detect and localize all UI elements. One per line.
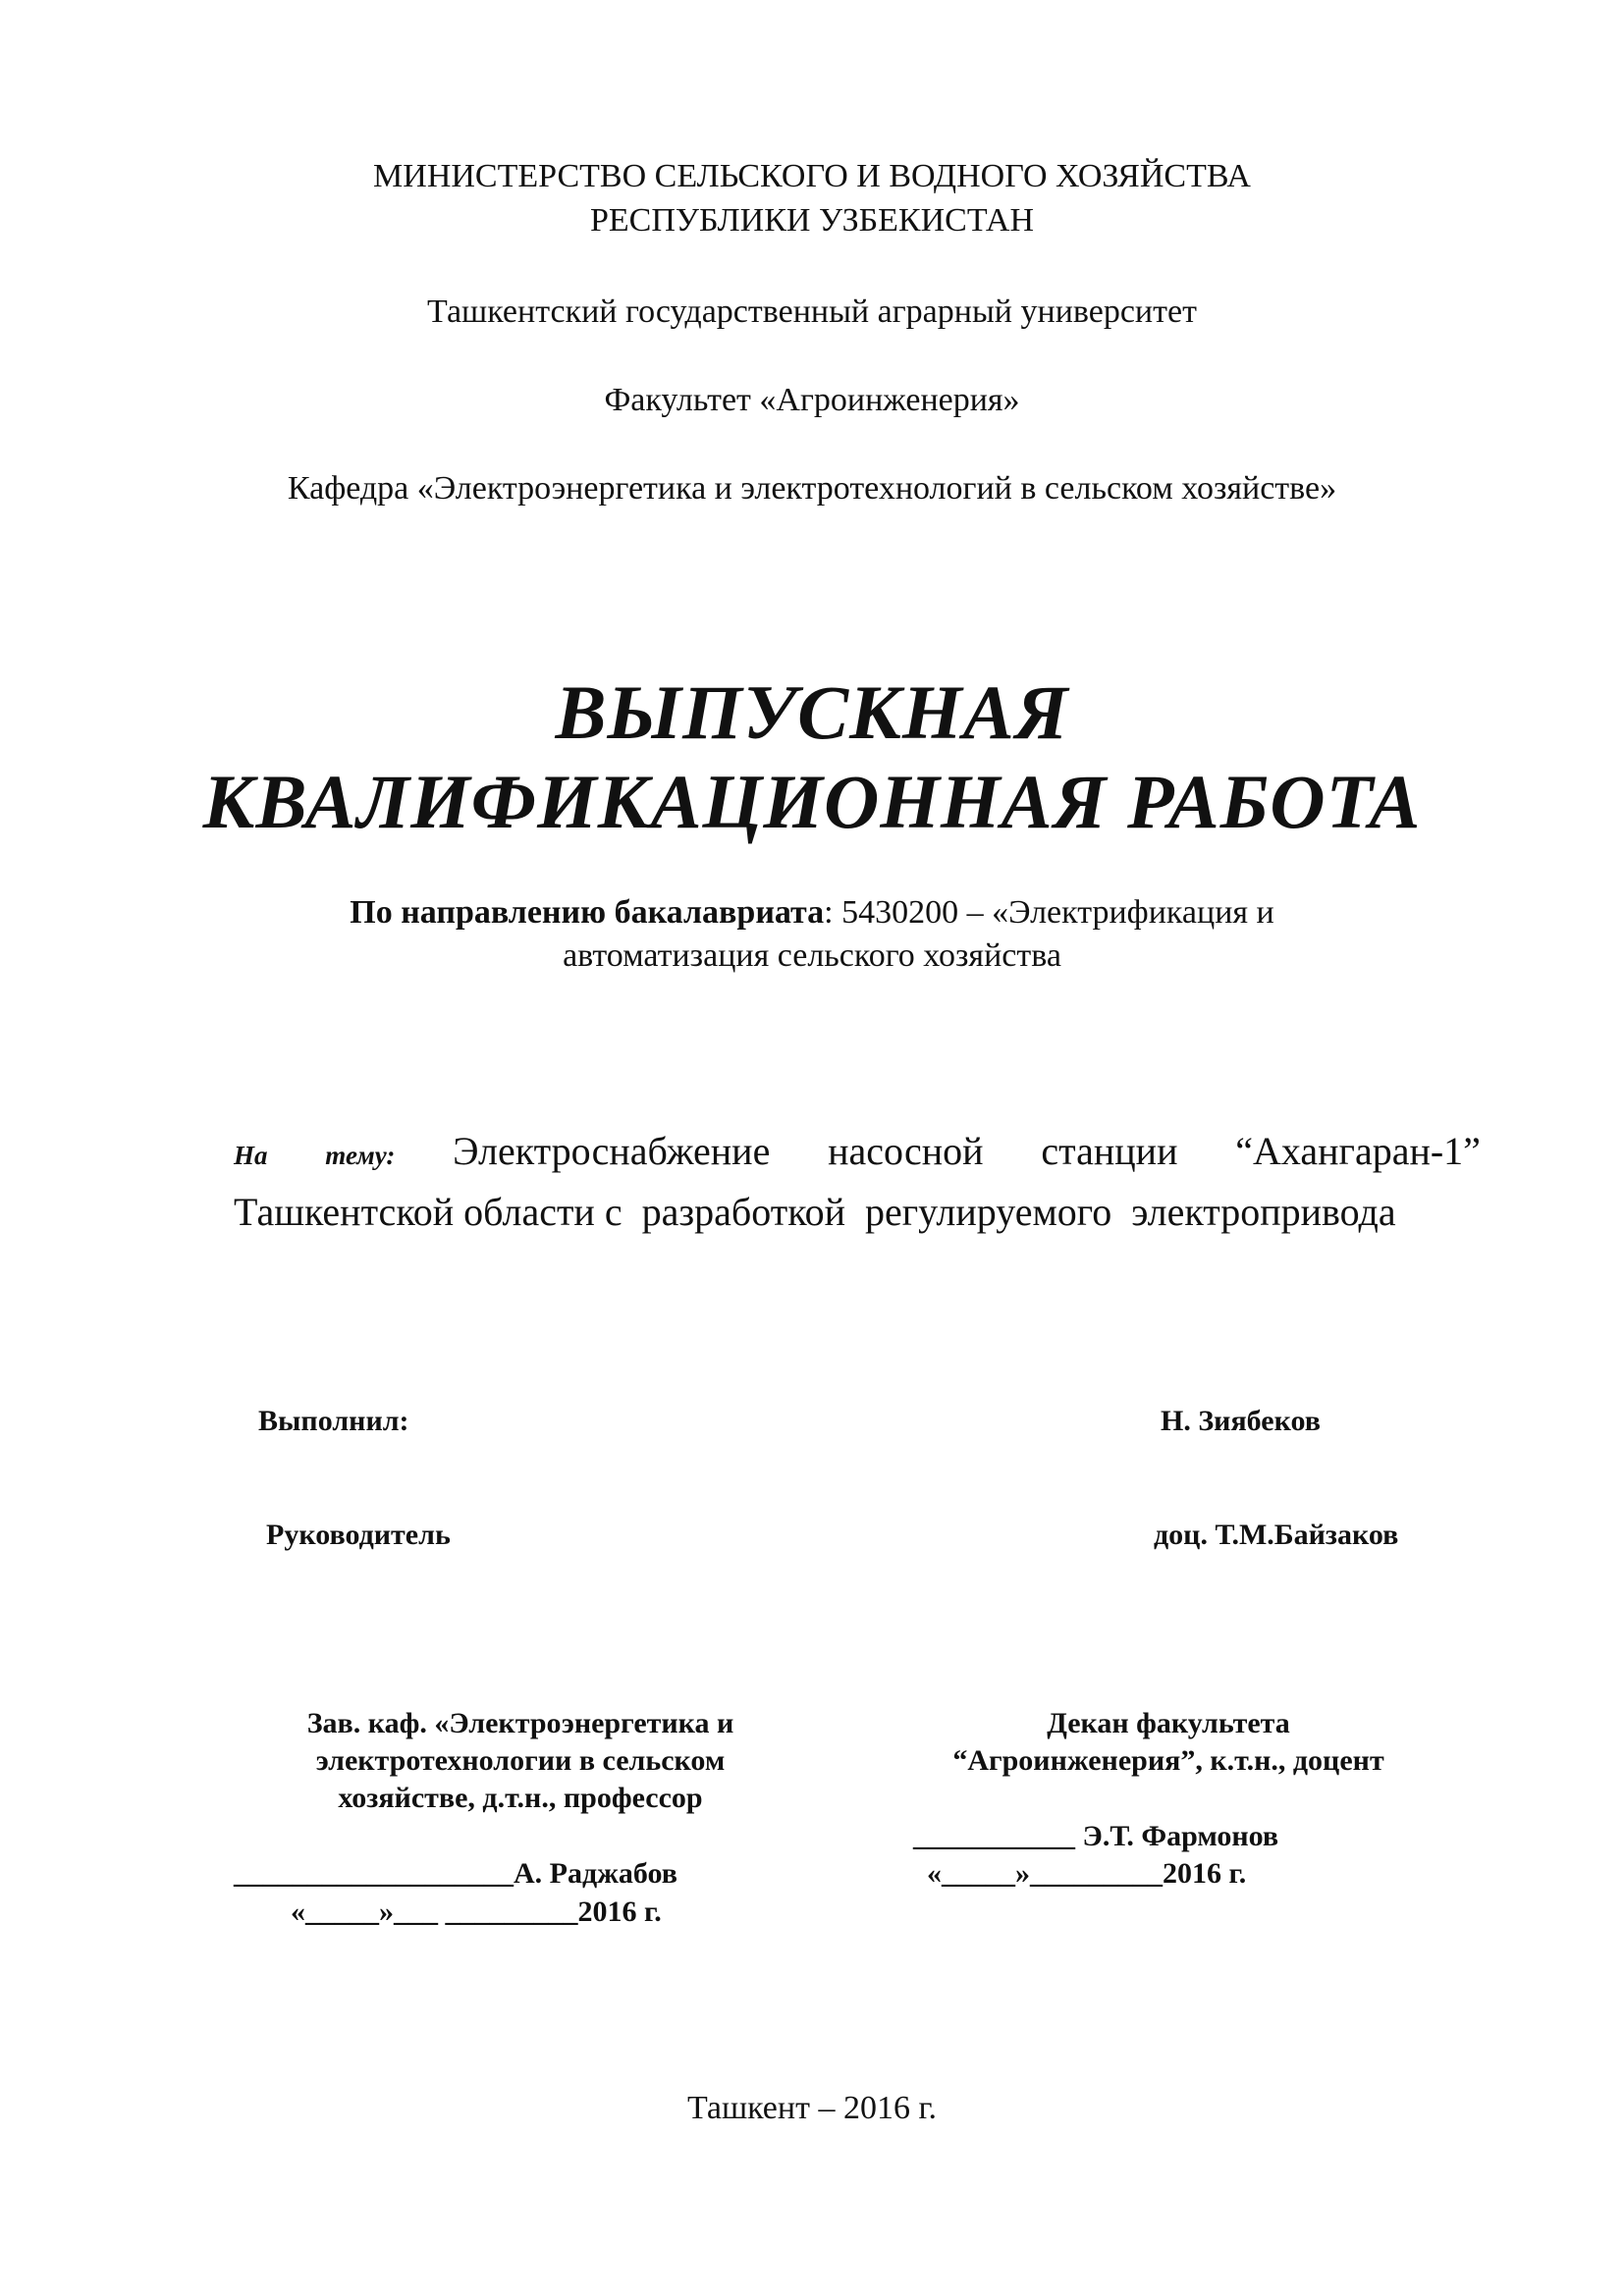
ministry-line-2: РЕСПУБЛИКИ УЗБЕКИСТАН xyxy=(589,202,1035,239)
university-name: Ташкентский государственный аграрный университет xyxy=(427,294,1197,330)
topic-line-1 xyxy=(234,1122,1481,1181)
head-signature-line: ___________________А. Раджабов xyxy=(234,1857,677,1890)
head-date-line: «_____»___ _________2016 г. xyxy=(291,1896,662,1928)
topic-label-na: На xyxy=(234,1141,268,1170)
dean-signature-line: ___________ Э.Т. Фармонов xyxy=(913,1820,1279,1852)
direction-line-1 xyxy=(0,891,1624,934)
supervisor-name: доц. Т.М.Байзаков xyxy=(1154,1519,1399,1551)
performed-name: Н. Зиябеков xyxy=(1161,1405,1321,1437)
topic-word-1: Электроснабжение xyxy=(453,1129,771,1173)
head-title-line-3: хозяйстве, д.т.н., профессор xyxy=(338,1782,703,1814)
performed-label: Выполнил: xyxy=(258,1405,409,1437)
topic-word-2: насосной xyxy=(828,1129,984,1173)
direction-label: По направлению бакалавриата xyxy=(350,894,825,931)
direction-line-2: автоматизация сельского хозяйства xyxy=(563,937,1061,974)
supervisor-label: Руководитель xyxy=(266,1519,451,1551)
department-name: Кафедра «Электроэнергетика и электротехнологий в сельском хозяйстве» xyxy=(287,470,1337,507)
head-title-line-1: Зав. каф. «Электроэнергетика и xyxy=(306,1707,734,1739)
dean-title-line-1: Декан факультета xyxy=(1047,1707,1290,1739)
topic-label-temu: тему: xyxy=(325,1141,396,1170)
topic-word-4: “Ахангаран-1” xyxy=(1235,1129,1481,1173)
topic-word-3: станции xyxy=(1041,1129,1178,1173)
topic-line-2: Ташкентской области с разработкой регулируемого электропривода xyxy=(234,1190,1396,1234)
head-of-department-block xyxy=(226,1705,815,1817)
direction-value: : 5430200 – «Электрификация и xyxy=(824,894,1274,931)
ministry-line-1: МИНИСТЕРСТВО СЕЛЬСКОГО И ВОДНОГО ХОЗЯЙСТВА xyxy=(373,158,1251,194)
title-line-2: КВАЛИФИКАЦИОННАЯ РАБОТА xyxy=(202,759,1422,844)
dean-title-line-2: “Агроинженерия”, к.т.н., доцент xyxy=(952,1744,1384,1777)
title-line-1: ВЫПУСКНАЯ xyxy=(555,669,1069,755)
dean-date-line: «_____»_________2016 г. xyxy=(927,1857,1247,1890)
faculty-name: Факультет «Агроинженерия» xyxy=(604,382,1020,418)
dean-block xyxy=(864,1705,1473,1780)
city-year: Ташкент – 2016 г. xyxy=(686,2090,938,2126)
head-title-line-2: электротехнологии в сельском xyxy=(315,1744,726,1777)
